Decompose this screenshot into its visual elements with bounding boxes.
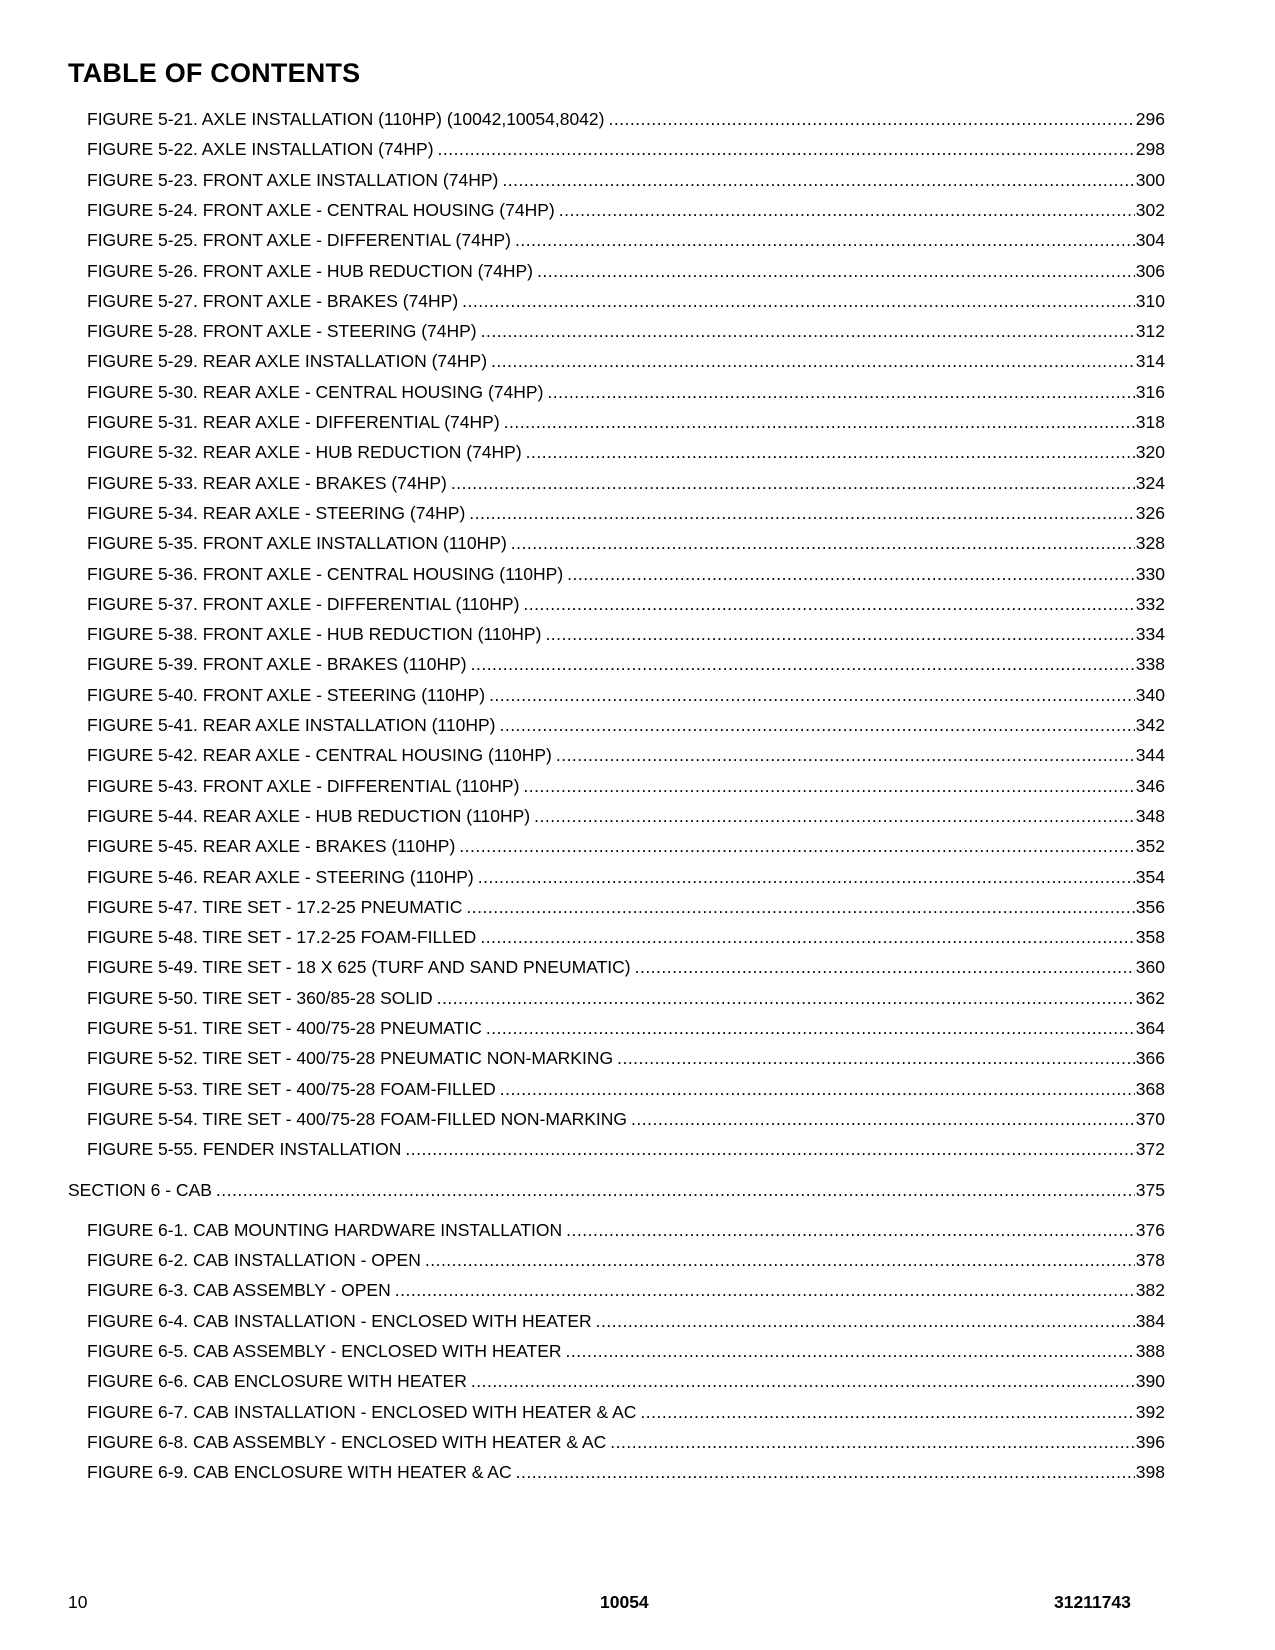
toc-figure-entry[interactable] [87,290,1165,312]
toc-figure-entry[interactable] [87,169,1165,191]
toc-entry-page: 376 [1135,1219,1165,1240]
toc-entry-page: 346 [1135,775,1165,796]
toc-entry-title: FIGURE 5-36. FRONT AXLE - CENTRAL HOUSING (110HP) [87,563,564,584]
toc-dot-leader [608,108,1134,130]
toc-entry-title: FIGURE 5-37. FRONT AXLE - DIFFERENTIAL (110HP) [87,593,520,614]
toc-figure-entry[interactable] [87,1401,1165,1423]
toc-figure-entry[interactable] [87,260,1165,282]
toc-entry-page: 326 [1135,502,1165,523]
toc-dot-leader [635,956,1135,978]
toc-entry-title: FIGURE 5-28. FRONT AXLE - STEERING (74HP) [87,321,477,342]
toc-entry-title: FIGURE 5-53. TIRE SET - 400/75-28 FOAM-FILLED [87,1078,496,1099]
toc-dot-leader [486,1017,1135,1039]
toc-entry-title: FIGURE 5-48. TIRE SET - 17.2-25 FOAM-FILLED [87,927,477,948]
toc-entry-title: FIGURE 6-5. CAB ASSEMBLY - ENCLOSED WITH HEATER [87,1341,562,1361]
toc-entry-page: 372 [1135,1139,1165,1160]
toc-entry-page: 304 [1135,230,1165,251]
toc-entry-title: FIGURE 5-43. FRONT AXLE - DIFFERENTIAL (110HP) [87,775,520,796]
toc-dot-leader [469,502,1135,524]
toc-dot-leader [547,381,1134,403]
toc-entry-title: FIGURE 5-50. TIRE SET - 360/85-28 SOLID [87,987,433,1008]
toc-figure-entry[interactable] [87,1310,1165,1332]
toc-dot-leader [511,532,1135,554]
toc-dot-leader [462,290,1135,312]
footer-page-number: 10 [68,1592,88,1612]
toc-entry-title: FIGURE 5-31. REAR AXLE - DIFFERENTIAL (74HP) [87,412,500,432]
toc-figure-entry[interactable] [87,956,1165,978]
toc-figure-entry[interactable] [87,199,1165,221]
footer-document-number: 31211743 [1054,1592,1131,1612]
toc-entry-page: 330 [1135,563,1165,584]
toc-entry-page: 332 [1135,593,1165,614]
toc-entry-page: 312 [1135,321,1165,342]
toc-entry-title: FIGURE 5-27. FRONT AXLE - BRAKES (74HP) [87,290,459,311]
toc-figure-entry[interactable] [87,987,1165,1009]
toc-dot-leader [502,169,1134,191]
toc-entry-title: FIGURE 6-4. CAB INSTALLATION - ENCLOSED WITH HEATER [87,1310,592,1331]
toc-figure-entry[interactable] [87,320,1165,342]
toc-figure-entry[interactable] [87,411,1165,433]
toc-figure-entry[interactable] [87,1431,1165,1453]
toc-entry-title: FIGURE 5-34. REAR AXLE - STEERING (74HP) [87,502,466,523]
toc-entry-page: 368 [1135,1078,1165,1099]
toc-figure-entry[interactable] [87,1370,1165,1392]
toc-figure-entry[interactable] [87,502,1165,524]
toc-entry-page: 362 [1135,987,1165,1008]
toc-figure-entry[interactable] [87,1461,1165,1483]
toc-dot-leader [523,593,1134,615]
toc-entry-page: 324 [1135,472,1165,493]
toc-dot-leader [405,1138,1134,1160]
toc-entry-page: 328 [1135,533,1165,554]
toc-figure-entry[interactable] [87,714,1165,736]
toc-figure-entry[interactable] [87,744,1165,766]
toc-entry-page: 390 [1135,1371,1165,1392]
toc-entry-title: FIGURE 5-29. REAR AXLE INSTALLATION (74HP) [87,351,488,372]
toc-figure-entry[interactable] [87,229,1165,251]
toc-dot-leader [596,1310,1135,1332]
toc-entry-title: FIGURE 5-23. FRONT AXLE INSTALLATION (74HP) [87,169,499,190]
toc-entry-page: 358 [1135,927,1165,948]
toc-entry-title: FIGURE 5-47. TIRE SET - 17.2-25 PNEUMATIC [87,896,463,917]
toc-section-entry[interactable] [68,1179,1165,1201]
toc-figure-entry[interactable] [87,532,1165,554]
toc-figure-entry[interactable] [87,1138,1165,1160]
toc-dot-leader [631,1108,1135,1130]
toc-entry-title: FIGURE 5-39. FRONT AXLE - BRAKES (110HP) [87,654,467,675]
toc-entry-page: 342 [1135,715,1165,735]
toc-dot-leader [516,1461,1135,1483]
toc-entry-title: FIGURE 6-2. CAB INSTALLATION - OPEN [87,1250,421,1271]
toc-entry-title: FIGURE 5-49. TIRE SET - 18 X 625 (TURF AND SAND PNEUMATIC) [87,957,631,978]
toc-figure-entry[interactable] [87,835,1165,857]
toc-entry-title: FIGURE 5-40. FRONT AXLE - STEERING (110HP) [87,684,486,705]
toc-dot-leader [459,835,1135,857]
toc-entry-page: 334 [1135,624,1165,645]
toc-entry-title: FIGURE 5-45. REAR AXLE - BRAKES (110HP) [87,836,456,857]
toc-dot-leader [471,653,1135,675]
toc-entry-title: FIGURE 6-1. CAB MOUNTING HARDWARE INSTALLATION [87,1219,563,1240]
toc-entry-title: FIGURE 5-52. TIRE SET - 400/75-28 PNEUMATIC NON-MARKING [87,1048,614,1069]
toc-entry-page: 344 [1135,745,1165,766]
toc-entry-title: SECTION 6 - CAB [68,1179,212,1200]
toc-dot-leader [556,744,1135,766]
toc-entry-title: FIGURE 5-55. FENDER INSTALLATION [87,1139,402,1160]
toc-dot-leader [471,1370,1135,1392]
toc-entry-title: FIGURE 5-38. FRONT AXLE - HUB REDUCTION (110HP) [87,624,542,645]
toc-figure-entry[interactable] [87,866,1165,888]
toc-dot-leader [466,896,1134,918]
toc-figure-entry[interactable] [87,805,1165,827]
toc-dot-leader [425,1249,1135,1271]
toc-dot-leader [640,1401,1134,1423]
toc-figure-entry[interactable] [87,623,1165,645]
toc-entry-page: 310 [1135,290,1165,311]
toc-entry-page: 306 [1135,260,1165,281]
toc-entry-page: 396 [1135,1431,1165,1452]
toc-figure-entry[interactable] [87,381,1165,403]
toc-dot-leader [523,775,1134,797]
toc-figure-entry[interactable] [87,472,1165,494]
toc-dot-leader [438,138,1135,160]
toc-entry-page: 388 [1135,1341,1165,1361]
toc-figure-entry[interactable] [87,138,1165,160]
toc-figure-entry[interactable] [87,1108,1165,1130]
toc-entry-page: 364 [1135,1018,1165,1038]
toc-figure-entry[interactable] [87,441,1165,463]
toc-entry-page: 378 [1135,1250,1165,1271]
toc-dot-leader [559,199,1135,221]
toc-entry-page: 356 [1135,896,1165,917]
toc-figure-entry[interactable] [87,684,1165,706]
toc-entry-title: FIGURE 6-9. CAB ENCLOSURE WITH HEATER & AC [87,1462,512,1483]
toc-dot-leader [566,1219,1135,1241]
toc-figure-entry[interactable] [87,1249,1165,1271]
toc-dot-leader [545,623,1134,645]
toc-dot-leader [489,684,1135,706]
toc-entry-title: FIGURE 5-44. REAR AXLE - HUB REDUCTION (110HP) [87,805,531,826]
toc-figure-entry[interactable] [87,1219,1165,1241]
toc-entry-title: FIGURE 5-35. FRONT AXLE INSTALLATION (110HP) [87,533,507,554]
toc-dot-leader [567,563,1135,585]
toc-dot-leader [534,805,1135,827]
toc-figure-entry[interactable] [87,1047,1165,1069]
toc-entry-page: 375 [1135,1179,1165,1200]
toc-entry-title: FIGURE 5-32. REAR AXLE - HUB REDUCTION (74HP) [87,442,522,463]
toc-figure-entry[interactable] [87,926,1165,948]
toc-entry-page: 382 [1135,1280,1165,1301]
page-title: TABLE OF CONTENTS [68,58,361,88]
toc-entry-page: 348 [1135,805,1165,826]
toc-entry-title: FIGURE 5-41. REAR AXLE INSTALLATION (110HP) [87,715,496,735]
toc-entry-title: FIGURE 6-7. CAB INSTALLATION - ENCLOSED WITH HEATER & AC [87,1401,637,1422]
toc-entry-page: 338 [1135,654,1165,675]
toc-entry-page: 354 [1135,866,1165,887]
toc-entry-title: FIGURE 5-24. FRONT AXLE - CENTRAL HOUSING (74HP) [87,199,555,220]
toc-dot-leader [504,411,1135,433]
toc-entry-title: FIGURE 5-30. REAR AXLE - CENTRAL HOUSING (74HP) [87,381,544,402]
toc-figure-entry[interactable] [87,1017,1165,1039]
toc-dot-leader [566,1340,1135,1362]
toc-entry-page: 340 [1135,684,1165,705]
toc-entry-title: FIGURE 6-6. CAB ENCLOSURE WITH HEATER [87,1371,467,1392]
toc-entry-title: FIGURE 5-25. FRONT AXLE - DIFFERENTIAL (74HP) [87,230,511,251]
toc-dot-leader [478,866,1135,888]
toc-entry-title: FIGURE 5-54. TIRE SET - 400/75-28 FOAM-FILLED NON-MARKING [87,1108,628,1129]
toc-dot-leader [500,1078,1135,1100]
toc-entry-title: FIGURE 6-3. CAB ASSEMBLY - OPEN [87,1280,391,1301]
toc-entry-title: FIGURE 6-8. CAB ASSEMBLY - ENCLOSED WITH HEATER & AC [87,1431,607,1452]
toc-dot-leader [610,1431,1135,1453]
toc-entry-page: 384 [1135,1310,1165,1331]
toc-dot-leader [451,472,1135,494]
toc-figure-entry[interactable] [87,1340,1165,1362]
toc-figure-entry[interactable] [87,896,1165,918]
toc-dot-leader [499,714,1134,736]
toc-entry-title: FIGURE 5-51. TIRE SET - 400/75-28 PNEUMATIC [87,1018,482,1038]
toc-entry-title: FIGURE 5-42. REAR AXLE - CENTRAL HOUSING (110HP) [87,745,552,766]
toc-dot-leader [480,926,1134,948]
toc-dot-leader [395,1279,1135,1301]
toc-figure-entry[interactable] [87,653,1165,675]
toc-dot-leader [216,1179,1135,1201]
toc-dot-leader [481,320,1135,342]
toc-entry-page: 360 [1135,957,1165,978]
toc-figure-entry[interactable] [87,593,1165,615]
toc-entry-title: FIGURE 5-21. AXLE INSTALLATION (110HP) (10042,10054,8042) [87,109,605,129]
toc-dot-leader [515,229,1135,251]
toc-figure-entry[interactable] [87,775,1165,797]
toc-entry-title: FIGURE 5-22. AXLE INSTALLATION (74HP) [87,139,434,160]
toc-dot-leader [491,350,1135,372]
toc-figure-entry[interactable] [87,1078,1165,1100]
toc-entry-page: 302 [1135,199,1165,220]
toc-entry-page: 398 [1135,1462,1165,1483]
toc-dot-leader [537,260,1135,282]
toc-figure-entry[interactable] [87,563,1165,585]
toc-figure-entry[interactable] [87,108,1165,130]
toc-entry-page: 298 [1135,139,1165,160]
toc-entry-page: 316 [1135,381,1165,402]
toc-dot-leader [437,987,1135,1009]
toc-dot-leader [526,441,1135,463]
toc-entry-page: 314 [1135,351,1165,372]
toc-figure-entry[interactable] [87,1279,1165,1301]
toc-entry-page: 370 [1135,1108,1165,1129]
toc-entry-title: FIGURE 5-46. REAR AXLE - STEERING (110HP) [87,866,474,887]
toc-entry-page: 392 [1135,1401,1165,1422]
toc-dot-leader [617,1047,1135,1069]
toc-entry-title: FIGURE 5-26. FRONT AXLE - HUB REDUCTION (74HP) [87,260,534,281]
toc-entry-title: FIGURE 5-33. REAR AXLE - BRAKES (74HP) [87,472,447,493]
footer-model: 10054 [600,1592,649,1612]
toc-entry-page: 318 [1135,412,1165,432]
toc-entry-page: 320 [1135,442,1165,463]
toc-entry-page: 296 [1135,109,1165,129]
toc-entry-page: 366 [1135,1048,1165,1069]
toc-figure-entry[interactable] [87,350,1165,372]
toc-entry-page: 352 [1135,836,1165,857]
toc-entry-page: 300 [1135,169,1165,190]
